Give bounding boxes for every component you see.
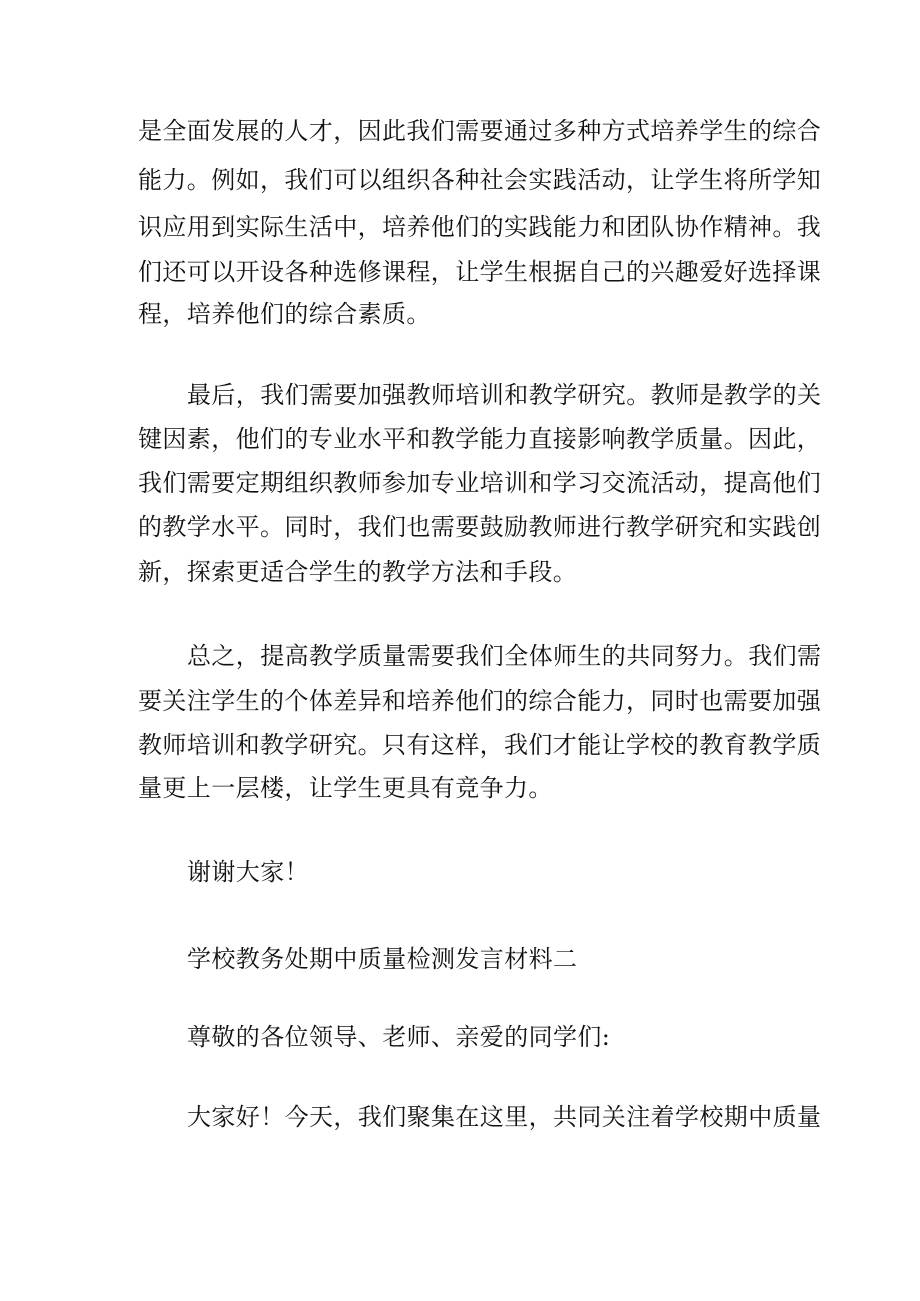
text-line: 键因素，他们的专业水平和教学能力直接影响教学质量。因此， [138, 425, 822, 453]
text-line: 识应用到实际生活中，培养他们的实践能力和团队协作精神。我 [138, 213, 822, 241]
salutation-line: 尊敬的各位领导、老师、亲爱的同学们: [187, 1023, 611, 1051]
text-line: 量更上一层楼，让学生更具有竞争力。 [138, 774, 553, 802]
text-line: 的教学水平。同时，我们也需要鼓励教师进行教学研究和实践创 [138, 513, 822, 541]
text-line: 教师培训和教学研究。只有这样，我们才能让学校的教育教学质 [138, 731, 822, 759]
section-title: 学校教务处期中质量检测发言材料二 [187, 945, 578, 973]
text-line: 能力。例如，我们可以组织各种社会实践活动，让学生将所学知 [138, 166, 822, 194]
text-line: 我们需要定期组织教师参加专业培训和学习交流活动，提高他们 [138, 469, 822, 497]
text-line: 大家好！今天，我们聚集在这里，共同关注着学校期中质量 [187, 1103, 822, 1131]
text-line: 总之，提高教学质量需要我们全体师生的共同努力。我们需 [187, 642, 822, 670]
text-line: 要关注学生的个体差异和培养他们的综合能力，同时也需要加强 [138, 687, 822, 715]
text-line: 是全面发展的人才，因此我们需要通过多种方式培养学生的综合 [138, 117, 822, 145]
text-line: 最后，我们需要加强教师培训和教学研究。教师是教学的关 [187, 381, 822, 409]
text-line: 程，培养他们的综合素质。 [138, 300, 431, 328]
closing-line: 谢谢大家！ [187, 858, 309, 886]
text-line: 新，探索更适合学生的教学方法和手段。 [138, 558, 578, 586]
text-line: 们还可以开设各种选修课程，让学生根据自己的兴趣爱好选择课 [138, 258, 822, 286]
